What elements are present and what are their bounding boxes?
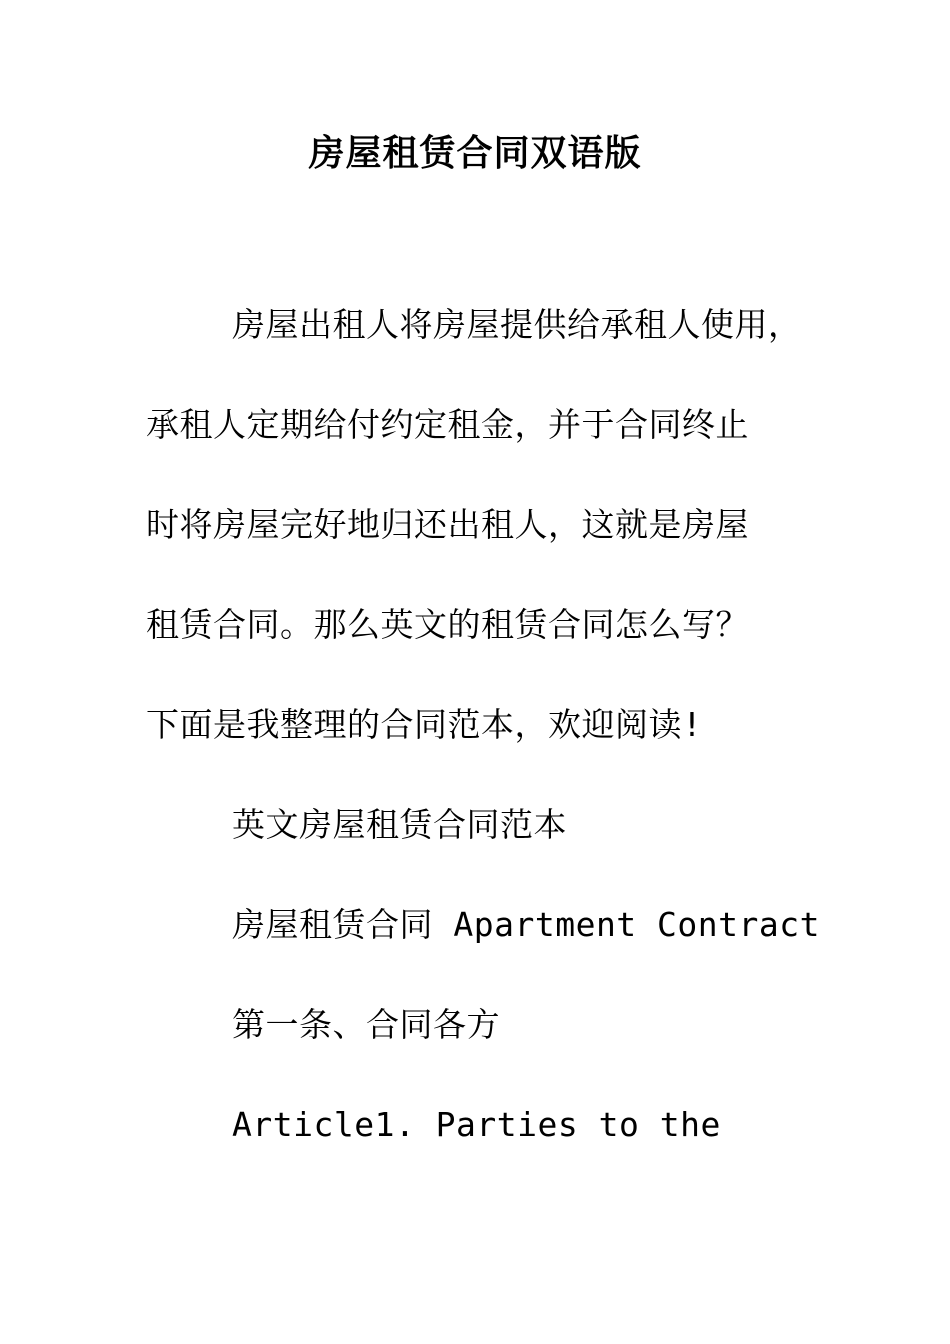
paragraph-line-2: 承租人定期给付约定租金，并于合同终止 [146, 405, 749, 444]
article-heading-en: Article1. Parties to the [232, 1105, 721, 1144]
section-heading: 英文房屋租赁合同范本 [232, 805, 567, 844]
paragraph-line-4: 租赁合同。那么英文的租赁合同怎么写？ [146, 605, 749, 644]
paragraph-line-3: 时将房屋完好地归还出租人，这就是房屋 [146, 505, 749, 544]
document-title: 房屋租赁合同双语版 [308, 133, 642, 174]
paragraph-line-5: 下面是我整理的合同范本，欢迎阅读! [146, 705, 703, 744]
article-heading-cn: 第一条、合同各方 [232, 1005, 500, 1044]
contract-title-line: 房屋租赁合同 Apartment Contract [232, 905, 820, 944]
paragraph-line-1: 房屋出租人将房屋提供给承租人使用， [232, 305, 802, 344]
